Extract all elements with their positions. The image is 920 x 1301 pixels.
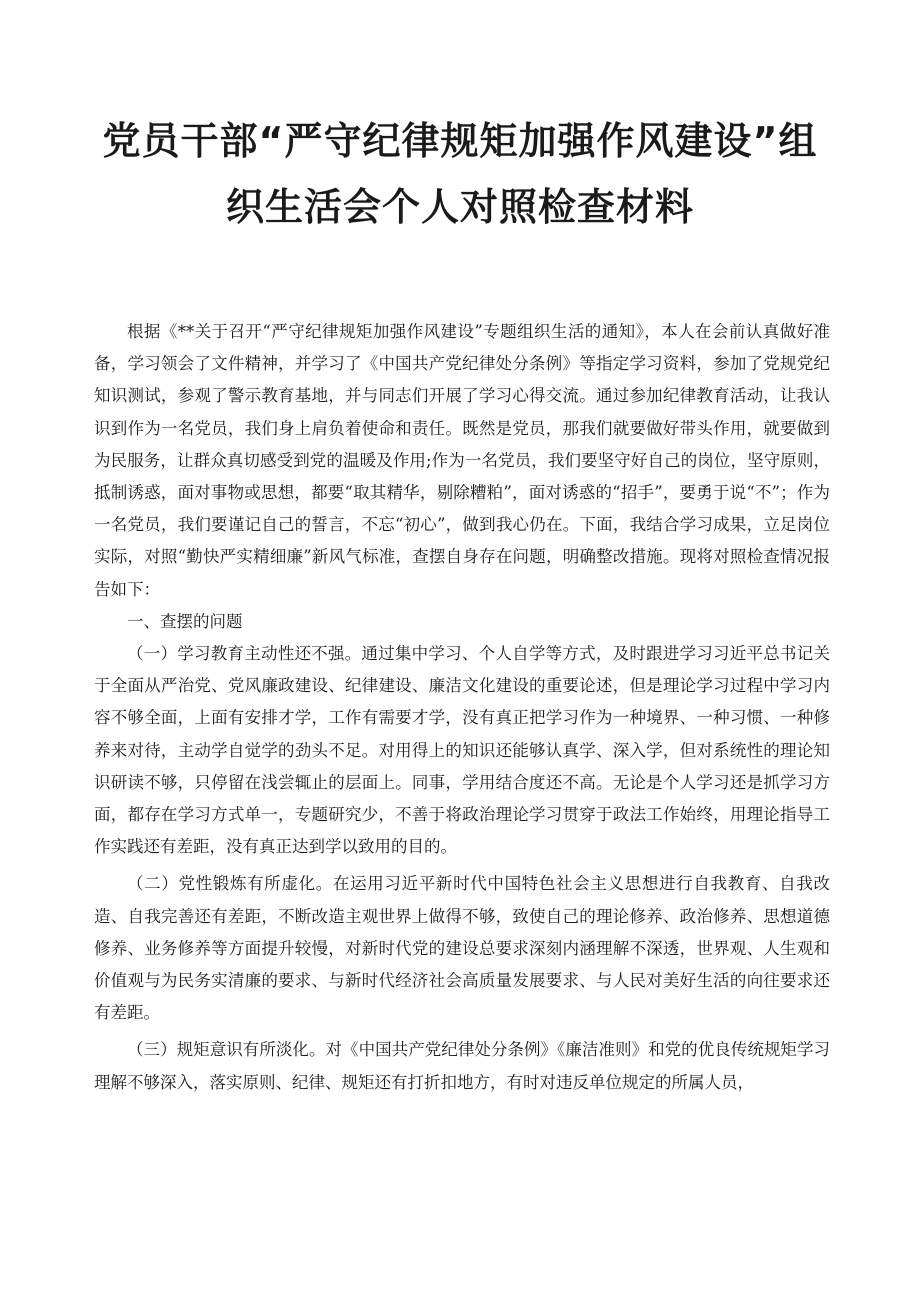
document-body <box>94 316 830 1099</box>
document-title-line-2: 织生活会个人对照检查材料 <box>225 185 694 229</box>
problem-paragraph-2: （二）党性锻炼有所虚化。在运用习近平新时代中国特色社会主义思想进行自我教育、自我改造、自我完善还有差距，不断改造主观世界上做得不够，致使自己的理论修养、政治修养、思想道德修养、业务修养等方面提升较慢，对新时代党的建设总要求深刻内涵理解不深透，世界观、人生观和价值观与为民务实清廉的要求、与新时代经济社会高质量发展要求、与人民对美好生活的向往要求还有差距。 <box>94 874 830 1023</box>
problem-paragraph-3: （三）规矩意识有所淡化。对《中国共产党纪律处分条例》《廉洁准则》和党的优良传统规矩学习理解不够深入，落实原则、纪律、规矩还有打折扣地方，有时对违反单位规定的所属人员， <box>94 1040 830 1092</box>
document-title-line-1: 党员干部“严守纪律规矩加强作风建设”组 <box>102 119 818 163</box>
intro-paragraph: 根据《**关于召开“严守纪律规矩加强作风建设”专题组织生活的通知》，本人在会前认真做好准备，学习领会了文件精神，并学习了《中国共产党纪律处分条例》等指定学习资料，参加了党规党纪知识测试，参观了警示教育基地，并与同志们开展了学习心得交流。通过参加纪律教育活动，让我认识到作为一名党员，我们身上肩负着使命和责任。既然是党员，那我们就要做好带头作用，就要做到为民服务，让群众真切感受到党的温暖及作用;作为一名党员，我们要坚守好自己的岗位，坚守原则，抵制诱惑，面对事物或思想，都要“取其精华，剔除糟粕”，面对诱惑的“招手”，要勇于说“不”；作为一名党员，我们要谨记自己的誓言，不忘“初心”，做到我心仍在。下面，我结合学习成果，立足岗位实际，对照“勤快严实精细廉”新风气标准，查摆自身存在问题，明确整改措施。现将对照检查情况报告如下： <box>94 322 830 599</box>
section-heading-problems: 一、查摆的问题 <box>127 611 243 631</box>
problem-paragraph-1: （一）学习教育主动性还不强。通过集中学习、个人自学等方式，及时跟进学习习近平总书记关于全面从严治党、党风廉政建设、纪律建设、廉洁文化建设的重要论述，但是理论学习过程中学习内容不够全面，上面有安排才学，工作有需要才学，没有真正把学习作为一种境界、一种习惯、一种修养来对待，主动学自觉学的劲头不足。对用得上的知识还能够认真学、深入学，但对系统性的理论知识研读不够，只停留在浅尝辄止的层面上。同事，学用结合度还不高。无论是个人学习还是抓学习方面，都存在学习方式单一，专题研究少，不善于将政治理论学习贯穿于政法工作始终，用理论指导工作实践还有差距，没有真正达到学以致用的目的。 <box>94 644 830 857</box>
